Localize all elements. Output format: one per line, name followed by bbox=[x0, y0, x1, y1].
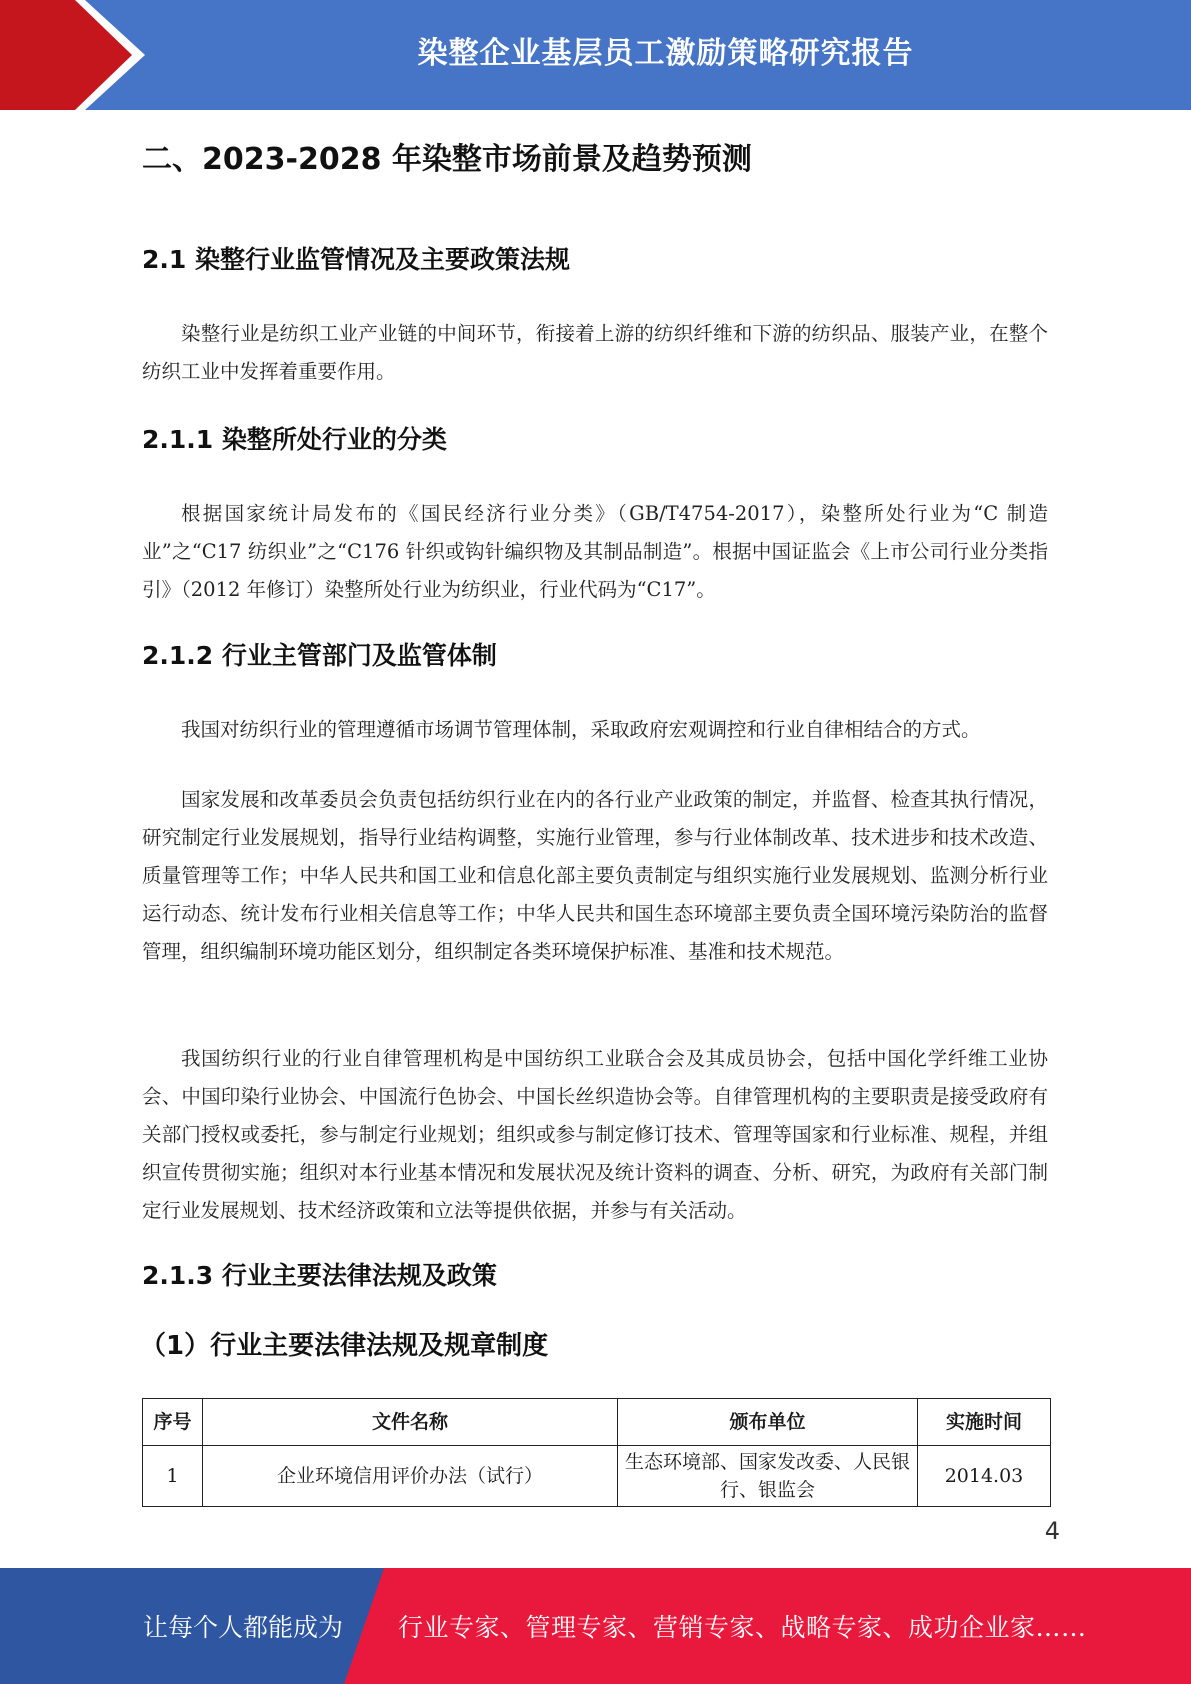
header-band bbox=[0, 0, 1191, 110]
footer-slogan-right: 行业专家、管理专家、营销专家、战略专家、成功企业家…… bbox=[398, 1613, 1087, 1642]
header-red-arrow bbox=[0, 0, 150, 110]
table-row bbox=[143, 1446, 1051, 1507]
section-heading-2-1: 2.1 染整行业监管情况及主要政策法规 bbox=[142, 245, 570, 274]
cell-name: 企业环境信用评价办法（试行） bbox=[203, 1446, 618, 1507]
cell-date: 2014.03 bbox=[918, 1446, 1051, 1507]
report-title: 染整企业基层员工激励策略研究报告 bbox=[417, 36, 914, 71]
section-heading-2-1-1: 2.1.1 染整所处行业的分类 bbox=[142, 425, 447, 454]
paragraph-2-1-2-b: 国家发展和改革委员会负责包括纺织行业在内的各行业产业政策的制定，并监督、检查其执行情况，研究制定行业发展规划，指导行业结构调整，实施行业管理，参与行业体制改革、技术进步和技术改造、质量管理等工作；中华人民共和国工业和信息化部主要负责制定与组织实施行业发展规划、监测分析行业运行动态、统计发布行业相关信息等工作；中华人民共和国生态环境部主要负责全国环境污染防治的监督管理，组织编制环境功能区划分，组织制定各类环境保护标准、基准和技术规范。 bbox=[142, 788, 1048, 963]
laws-table bbox=[142, 1398, 1051, 1507]
footer-slogan-left: 让每个人都能成为 bbox=[143, 1613, 344, 1642]
page-number: 4 bbox=[1044, 1517, 1060, 1545]
col-header-issuer: 颁布单位 bbox=[618, 1399, 918, 1446]
section-heading-2-1-3: 2.1.3 行业主要法律法规及政策 bbox=[142, 1261, 497, 1290]
paragraph-2-1-2-a: 我国对纺织行业的管理遵循市场调节管理体制，采取政府宏观调控和行业自律相结合的方式。 bbox=[181, 718, 981, 741]
paragraph-2-1-1: 根据国家统计局发布的《国民经济行业分类》（GB/T4754-2017），染整所处行业为“C 制造业”之“C17 纺织业”之“C176 针织或钩针编织物及其制品制造”。根据中国证监会《上市公司行业分类指引》（2012 年修订）染整所处行业为纺织业，行业代码为“C17”。 bbox=[142, 502, 1048, 601]
cell-issuer: 生态环境部、国家发改委、人民银行、银监会 bbox=[618, 1446, 918, 1507]
paragraph-2-1: 染整行业是纺织工业产业链的中间环节，衔接着上游的纺织纤维和下游的纺织品、服装产业，在整个纺织工业中发挥着重要作用。 bbox=[142, 322, 1048, 383]
col-header-index: 序号 bbox=[143, 1399, 203, 1446]
table-header-row bbox=[143, 1399, 1051, 1446]
chapter-title: 二、2023-2028 年染整市场前景及趋势预测 bbox=[142, 142, 752, 177]
footer-band bbox=[0, 1568, 1191, 1684]
cell-index: 1 bbox=[143, 1446, 203, 1507]
col-header-name: 文件名称 bbox=[203, 1399, 618, 1446]
paragraph-2-1-2-c: 我国纺织行业的行业自律管理机构是中国纺织工业联合会及其成员协会，包括中国化学纤维工业协会、中国印染行业协会、中国流行色协会、中国长丝织造协会等。自律管理机构的主要职责是接受政府有关部门授权或委托，参与制定行业规划；组织或参与制定修订技术、管理等国家和行业标准、规程，并组织宣传贯彻实施；组织对本行业基本情况和发展状况及统计资料的调查、分析、研究，为政府有关部门制定行业发展规划、技术经济政策和立法等提供依据，并参与有关活动。 bbox=[142, 1047, 1048, 1222]
section-heading-2-1-2: 2.1.2 行业主管部门及监管体制 bbox=[142, 641, 497, 670]
sub-heading-laws: （1）行业主要法律法规及规章制度 bbox=[140, 1331, 549, 1361]
col-header-date: 实施时间 bbox=[918, 1399, 1051, 1446]
